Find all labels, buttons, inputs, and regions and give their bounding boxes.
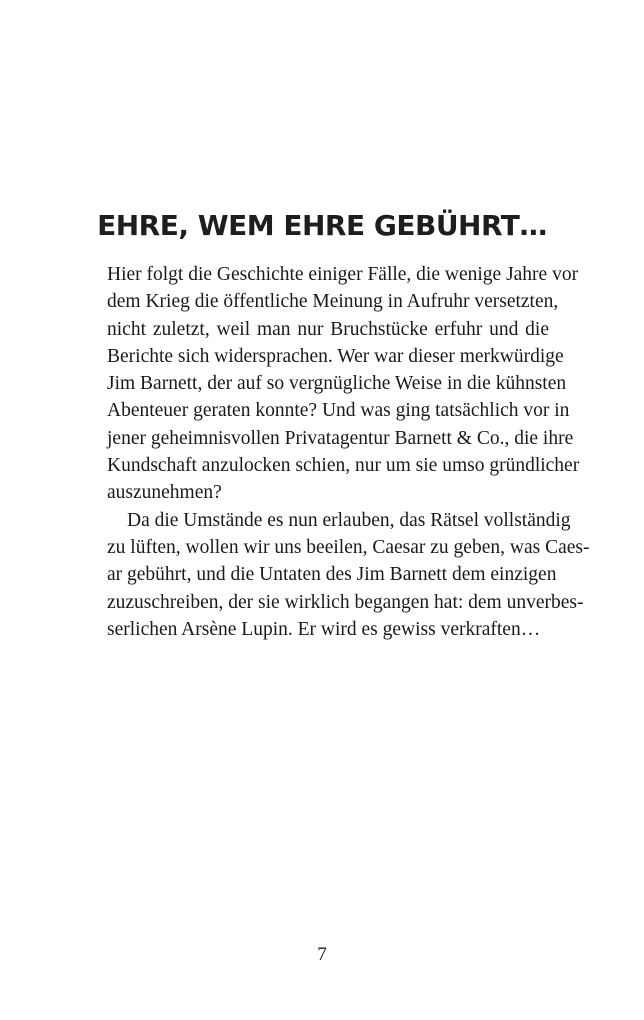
text-line: auszunehmen? [107, 482, 222, 504]
text-line: jener geheimnisvollen Privatagentur Barnett & Co., die ihre [107, 427, 574, 449]
text-line: nicht zuletzt, weil man nur Bruchstücke erfuhr und die [107, 318, 549, 340]
text-line: zuzuschreiben, der sie wirklich begangen hat: dem unverbes- [107, 591, 584, 613]
paragraph [107, 261, 580, 507]
text-line: serlichen Arsène Lupin. Er wird es gewiss verkraften… [107, 618, 541, 640]
text-line: Berichte sich widersprachen. Wer war dieser merkwürdige [107, 345, 564, 367]
text-line: Abenteuer geraten konnte? Und was ging tatsächlich vor in [107, 400, 570, 422]
chapter-body [107, 261, 590, 643]
text-line: ar gebührt, und die Untaten des Jim Barnett dem einzigen [107, 564, 557, 586]
chapter-title: EHRE, WEM EHRE GEBÜHRT… [97, 209, 547, 242]
text-line: dem Krieg die öffentliche Meinung in Aufruhr versetzten, [107, 291, 559, 313]
text-line: Da die Umstände es nun erlauben, das Rätsel vollständig [127, 509, 571, 531]
text-line: Jim Barnett, der auf so vergnügliche Weise in die kühnsten [107, 373, 567, 395]
text-line: zu lüften, wollen wir uns beeilen, Caesar zu geben, was Caes- [107, 536, 590, 558]
paragraph [107, 507, 590, 643]
text-line: Hier folgt die Geschichte einiger Fälle, die wenige Jahre vor [107, 264, 579, 285]
page-number: 7 [317, 944, 327, 965]
text-line: Kundschaft anzulocken schien, nur um sie umso gründlicher [107, 455, 580, 477]
